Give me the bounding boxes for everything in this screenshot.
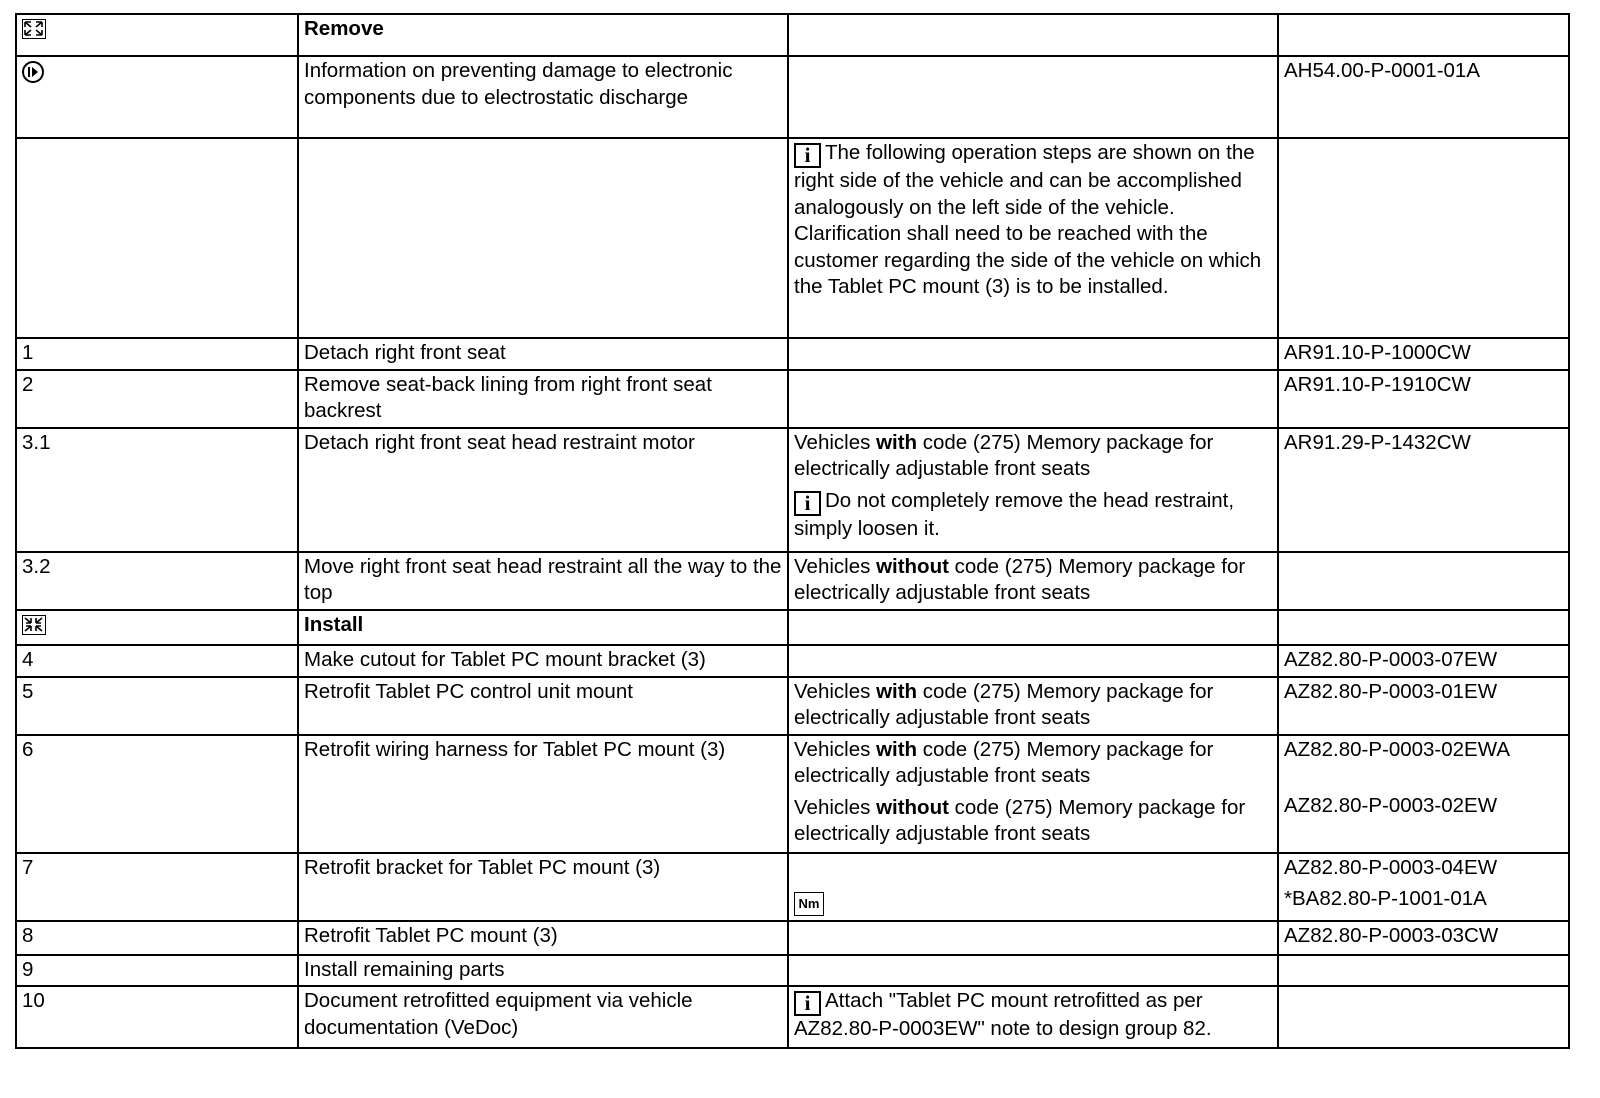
step-cell: 3.1 — [16, 428, 298, 552]
note-condition: Vehicles without code (275) Memory package for electrically adjustable front seats — [794, 795, 1246, 845]
reference-link[interactable]: *BA82.80-P-1001-01A — [1284, 887, 1487, 910]
step-cell: 9 — [16, 955, 298, 987]
notes-cell — [788, 955, 1278, 987]
reference-link[interactable]: AZ82.80-P-0003-02EWA — [1284, 737, 1510, 761]
step-cell: 1 — [16, 338, 298, 370]
torque-nm-icon: Nm — [794, 892, 824, 916]
table-row — [16, 370, 1569, 428]
table-row — [16, 138, 1569, 338]
step-cell: 5 — [16, 677, 298, 735]
reference-link[interactable]: AZ82.80-P-0003-01EW — [1284, 679, 1498, 703]
operation-cell: Remove — [298, 14, 788, 56]
info-icon: i — [794, 991, 821, 1016]
reference-cell — [1278, 921, 1569, 955]
step-cell: 2 — [16, 370, 298, 428]
reference-link[interactable]: AZ82.80-P-0003-07EW — [1284, 648, 1498, 671]
table-row — [16, 610, 1569, 646]
operation-cell: Move right front seat head restraint all the way to the top — [298, 552, 788, 610]
table-row — [16, 853, 1569, 921]
reference-cell — [1278, 986, 1569, 1048]
notes-cell — [788, 986, 1278, 1048]
operation-cell: Document retrofitted equipment via vehicle documentation (VeDoc) — [298, 986, 788, 1048]
reference-link[interactable]: AH54.00-P-0001-01A — [1284, 59, 1481, 82]
step-cell: 4 — [16, 645, 298, 677]
notes-cell — [788, 370, 1278, 428]
reference-link[interactable]: AZ82.80-P-0003-04EW — [1284, 855, 1498, 879]
notes-cell — [788, 428, 1278, 552]
note-condition: Vehicles with code (275) Memory package for electrically adjustable front seats — [794, 679, 1214, 729]
note-text: The following operation steps are shown on the right side of the vehicle and can be accomplished analogously on the left side of the vehicle. Clarification shall need to be reached with the customer regarding the side of the vehicle on which the Tablet PC mount (3) is to be installed. — [794, 141, 1262, 298]
notes-cell — [788, 338, 1278, 370]
reference-link[interactable]: AR91.10-P-1000CW — [1284, 341, 1471, 364]
collapse-arrows-icon — [22, 615, 46, 635]
operation-cell: Install remaining parts — [298, 955, 788, 987]
notes-cell — [788, 56, 1278, 138]
reference-cell — [1278, 428, 1569, 552]
table-row — [16, 645, 1569, 677]
reference-cell — [1278, 735, 1569, 853]
notes-cell — [788, 735, 1278, 853]
step-cell — [16, 56, 298, 138]
step-cell — [16, 138, 298, 338]
notes-cell — [788, 677, 1278, 735]
reference-cell — [1278, 955, 1569, 987]
table-row — [16, 986, 1569, 1048]
operation-cell: Information on preventing damage to electronic components due to electrostatic discharge — [298, 56, 788, 138]
note-info: i Do not completely remove the head restraint, simply loosen it. — [794, 488, 1235, 540]
table-row — [16, 56, 1569, 138]
reference-link[interactable]: AR91.29-P-1432CW — [1284, 430, 1471, 454]
notes-cell — [788, 552, 1278, 610]
expand-arrows-icon — [22, 19, 46, 39]
info-icon: i — [794, 491, 821, 516]
operation-cell: Install — [298, 610, 788, 646]
reference-cell — [1278, 14, 1569, 56]
table-row — [16, 735, 1569, 853]
procedure-table — [15, 13, 1570, 1049]
operation-cell: Retrofit wiring harness for Tablet PC mount (3) — [298, 735, 788, 853]
reference-cell — [1278, 552, 1569, 610]
info-icon: i — [794, 143, 821, 168]
step-cell — [16, 610, 298, 646]
notes-cell — [788, 14, 1278, 56]
step-cell: 3.2 — [16, 552, 298, 610]
operation-cell: Remove seat-back lining from right front seat backrest — [298, 370, 788, 428]
note-condition: Vehicles with code (275) Memory package for electrically adjustable front seats — [794, 737, 1214, 787]
operation-cell: Detach right front seat — [298, 338, 788, 370]
table-row — [16, 338, 1569, 370]
notes-cell — [788, 921, 1278, 955]
reference-link[interactable]: AR91.10-P-1910CW — [1284, 372, 1471, 396]
operation-cell: Retrofit Tablet PC control unit mount — [298, 677, 788, 735]
step-cell — [16, 14, 298, 56]
table-row — [16, 552, 1569, 610]
reference-link[interactable]: AZ82.80-P-0003-03CW — [1284, 923, 1499, 947]
note-text: Attach "Tablet PC mount retrofitted as per AZ82.80-P-0003EW" note to design group 82. — [794, 989, 1212, 1040]
operation-cell — [298, 138, 788, 338]
reference-cell — [1278, 645, 1569, 677]
reference-cell — [1278, 853, 1569, 921]
table-row — [16, 955, 1569, 987]
reference-cell — [1278, 610, 1569, 646]
step-cell: 7 — [16, 853, 298, 921]
esd-warning-icon — [22, 61, 44, 83]
notes-cell — [788, 853, 1278, 921]
step-cell: 8 — [16, 921, 298, 955]
table-row — [16, 677, 1569, 735]
note-condition: Vehicles without code (275) Memory package for electrically adjustable front seats — [794, 554, 1246, 604]
table-row — [16, 428, 1569, 552]
step-cell: 10 — [16, 986, 298, 1048]
operation-cell: Detach right front seat head restraint motor — [298, 428, 788, 552]
step-cell: 6 — [16, 735, 298, 853]
notes-cell — [788, 645, 1278, 677]
notes-cell — [788, 610, 1278, 646]
operation-cell: Retrofit Tablet PC mount (3) — [298, 921, 788, 955]
reference-cell — [1278, 370, 1569, 428]
operation-cell: Make cutout for Tablet PC mount bracket (3) — [298, 645, 788, 677]
operation-cell: Retrofit bracket for Tablet PC mount (3) — [298, 853, 788, 921]
reference-link[interactable]: AZ82.80-P-0003-02EW — [1284, 794, 1498, 817]
reference-cell — [1278, 138, 1569, 338]
table-row — [16, 921, 1569, 955]
reference-cell — [1278, 56, 1569, 138]
reference-cell — [1278, 338, 1569, 370]
note-condition: Vehicles with code (275) Memory package for electrically adjustable front seats — [794, 430, 1214, 480]
table-row — [16, 14, 1569, 56]
reference-cell — [1278, 677, 1569, 735]
notes-cell — [788, 138, 1278, 338]
